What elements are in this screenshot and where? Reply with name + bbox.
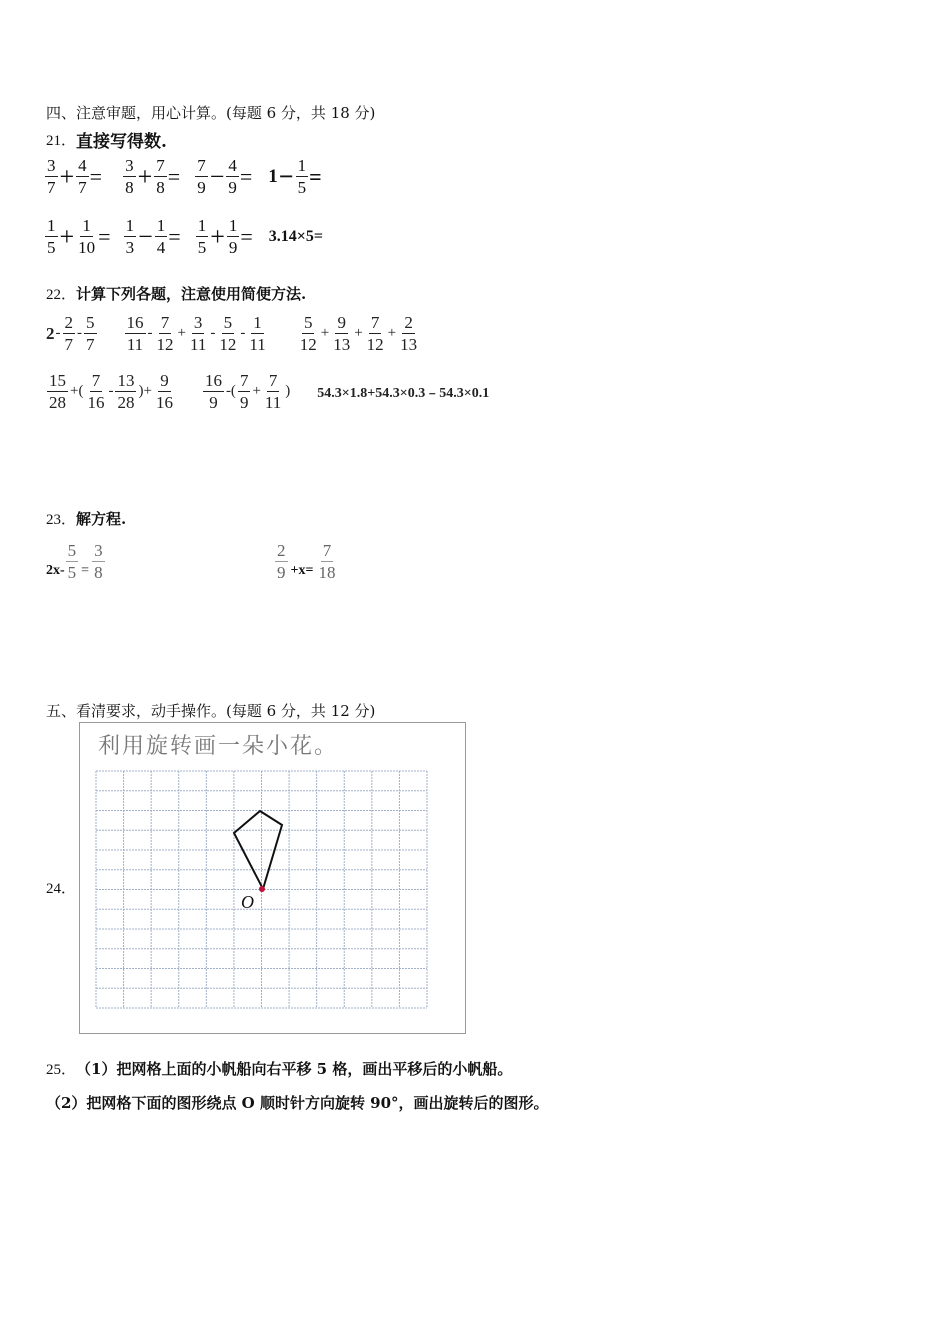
- operator: +(: [70, 383, 84, 399]
- q22-expr-4: [46, 372, 176, 411]
- question-25-part-2: （2）把网格下面的图形绕点 O 顺时针方向旋转 90°，画出旋转后的图形。: [46, 1094, 549, 1112]
- fraction: $\frac{2}{7}$: [64, 313, 73, 354]
- equals-sign: =: [81, 563, 90, 578]
- operator: +: [252, 383, 261, 399]
- equation-middle: +x=: [290, 563, 314, 578]
- whole-number: 2: [46, 323, 55, 343]
- q23-equation-1: [46, 542, 106, 581]
- operator: +: [59, 161, 75, 191]
- fraction: $\frac{1}{9}$: [228, 216, 238, 257]
- q21-row-1: [44, 157, 322, 196]
- fraction: $\frac{3}{11}$: [189, 313, 207, 354]
- fraction: $\frac{4}{7}$: [78, 156, 87, 197]
- fraction: $\frac{1}{10}$: [78, 216, 96, 257]
- fraction: $\frac{7}{18}$: [318, 541, 336, 582]
- q21-item-4: [268, 157, 321, 196]
- point-label-o: O: [241, 892, 254, 912]
- fraction: $\frac{7}{8}$: [156, 156, 165, 197]
- rotation-point: [259, 886, 265, 892]
- q21-row-2: [44, 217, 323, 256]
- fraction: $\frac{3}{8}$: [94, 541, 103, 582]
- equals-sign: =: [167, 163, 181, 189]
- fraction: $\frac{1}{4}$: [156, 216, 166, 257]
- q21-item-7: [195, 217, 253, 256]
- fraction: $\frac{7}{9}$: [197, 156, 206, 197]
- fraction: $\frac{2}{13}$: [400, 313, 418, 354]
- fraction: $\frac{16}{9}$: [204, 371, 222, 412]
- q22-expr-2: [124, 314, 269, 353]
- operator: +: [210, 221, 225, 251]
- fraction: $\frac{16}{11}$: [126, 313, 144, 354]
- question-21-header: [46, 127, 167, 152]
- q22-expr-5: [202, 372, 291, 411]
- operator: -: [108, 383, 114, 399]
- operator: +: [177, 325, 186, 341]
- fraction: $\frac{7}{12}$: [366, 313, 384, 354]
- fraction: $\frac{1}{5}$: [297, 156, 307, 197]
- fraction: $\frac{1}{5}$: [47, 216, 56, 257]
- operator: -: [55, 325, 61, 341]
- q21-item-6: [123, 217, 181, 256]
- question-25-number: 25．: [46, 1062, 77, 1078]
- question-22-text: 计算下列各题，注意使用简便方法.: [76, 285, 307, 303]
- equals-sign: =: [309, 163, 322, 189]
- operator: +: [59, 221, 75, 251]
- operator: -(: [225, 383, 236, 399]
- q22-expr-6: 54.3×1.8+54.3×0.3﹣54.3×0.1: [317, 385, 490, 401]
- fraction: $\frac{5}{12}$: [299, 313, 317, 354]
- question-21-number: 21．: [46, 133, 77, 149]
- equals-sign: =: [239, 163, 253, 189]
- operator: ): [285, 383, 291, 399]
- fraction: $\frac{3}{8}$: [125, 156, 134, 197]
- q21-item-1: [44, 157, 102, 196]
- q22-row-2: [46, 372, 489, 411]
- operator: +: [320, 325, 330, 341]
- fraction: $\frac{1}{11}$: [249, 313, 266, 354]
- q21-item-2: [122, 157, 180, 196]
- operator: −: [138, 221, 153, 251]
- q23-equation-2: [274, 542, 338, 581]
- fraction: $\frac{4}{9}$: [228, 156, 237, 197]
- question-23-number: 23．: [46, 512, 77, 528]
- question-24-number: 24．: [46, 881, 77, 897]
- q22-row-1: [46, 314, 420, 353]
- fraction: $\frac{3}{7}$: [47, 156, 56, 197]
- q21-item-5: [44, 217, 111, 256]
- fraction: $\frac{5}{7}$: [86, 313, 95, 354]
- q22-expr-1: [46, 314, 98, 353]
- q21-item-3: [194, 157, 252, 196]
- grid-drawing: [80, 723, 465, 1033]
- question-23-text: 解方程.: [76, 510, 127, 528]
- q21-item-8: 3.14×5=: [268, 227, 324, 245]
- operator: +: [354, 325, 363, 341]
- fraction: $\frac{9}{16}$: [155, 371, 173, 412]
- operator: -: [240, 325, 246, 341]
- section-5-title: 五、看清要求，动手操作。(每题 6 分，共 12 分): [46, 702, 376, 720]
- operator: -: [210, 325, 216, 341]
- question-23-header: [46, 508, 126, 529]
- section-4-title: 四、注意审题，用心计算。(每题 6 分，共 18 分): [46, 104, 376, 122]
- fraction: $\frac{7}{9}$: [239, 371, 249, 412]
- equation-lead: 2x-: [46, 563, 65, 578]
- question-25-part-1: [46, 1058, 512, 1079]
- equals-sign: =: [89, 163, 103, 189]
- operator: +: [387, 325, 397, 341]
- fraction: $\frac{13}{28}$: [117, 371, 135, 412]
- fraction: $\frac{7}{12}$: [156, 313, 174, 354]
- fraction: $\frac{9}{13}$: [333, 313, 351, 354]
- question-21-text: 直接写得数.: [76, 132, 167, 152]
- fraction: $\frac{7}{16}$: [87, 371, 105, 412]
- question-22-header: [46, 283, 306, 304]
- question-22-number: 22．: [46, 287, 77, 303]
- operator: −: [209, 161, 225, 191]
- operator: −: [278, 161, 294, 191]
- fraction: $\frac{5}{12}$: [219, 313, 237, 354]
- equals-sign: =: [240, 223, 253, 249]
- equals-sign: =: [98, 223, 111, 249]
- question-25-part-1-text: （1）把网格上面的小帆船向右平移 5 格，画出平移后的小帆船。: [76, 1060, 513, 1078]
- operator: +: [137, 161, 153, 191]
- operator: -: [147, 325, 153, 341]
- whole-number: 1: [268, 165, 278, 187]
- fraction: $\frac{2}{9}$: [277, 541, 286, 582]
- operator: -: [77, 325, 82, 341]
- fraction: $\frac{5}{5}$: [67, 541, 77, 582]
- fraction: $\frac{1}{3}$: [125, 216, 135, 257]
- equals-sign: =: [168, 223, 181, 249]
- q22-expr-3: [297, 314, 420, 353]
- fraction: $\frac{7}{11}$: [264, 371, 282, 412]
- operator: )+: [138, 383, 152, 399]
- fraction: $\frac{1}{5}$: [197, 216, 207, 257]
- rotation-figure: [79, 722, 466, 1034]
- figure-title: 利用旋转画一朵小花。: [98, 734, 339, 759]
- fraction: $\frac{15}{28}$: [49, 371, 66, 412]
